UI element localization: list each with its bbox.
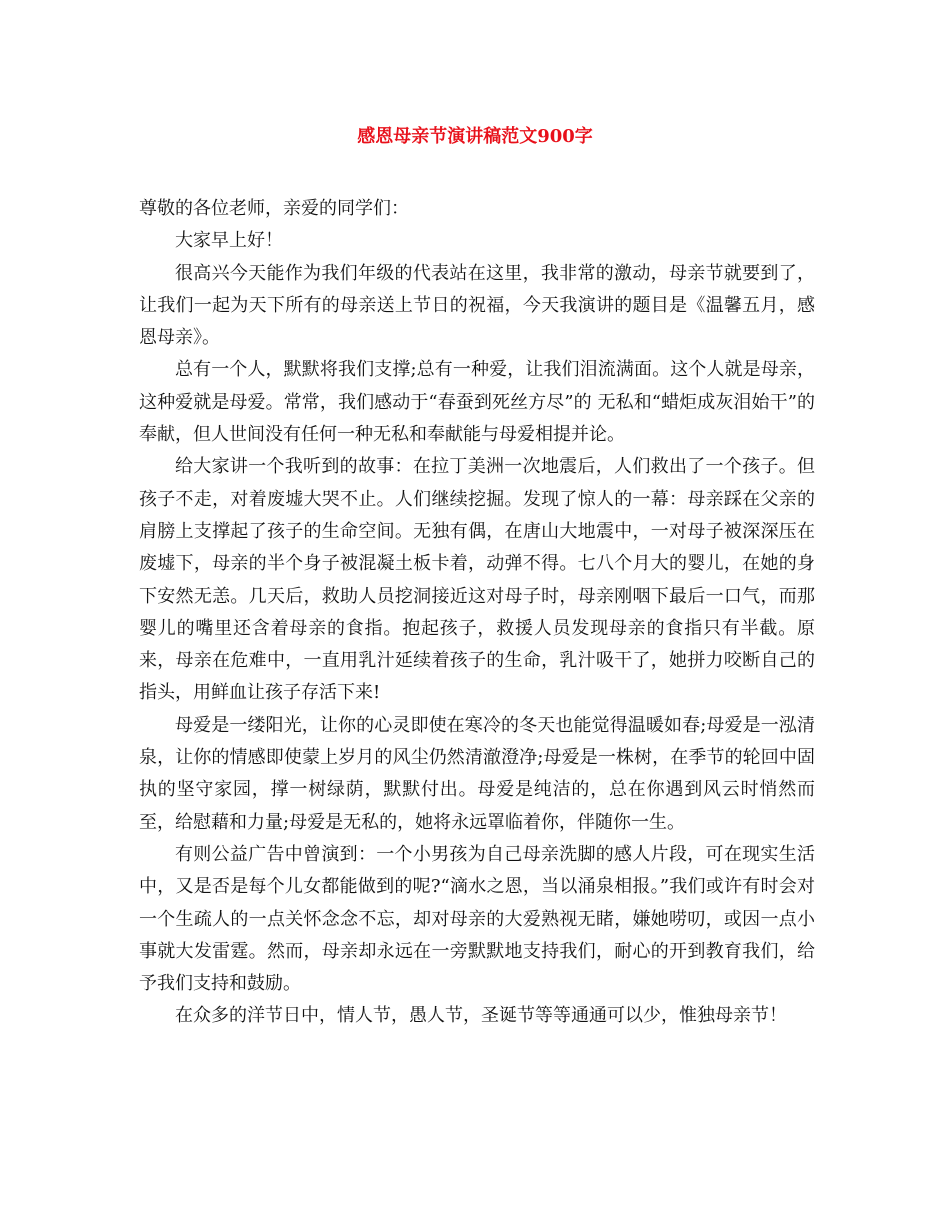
paragraph-metaphors: 母爱是一缕阳光，让你的心灵即使在寒冷的冬天也能觉得温暖如春;母爱是一泓清泉，让你的情感即使蒙上岁月的风尘仍然清澈澄净;母爱是一株树，在季节的轮回中固执的坚守家园，撑一树绿荫，默默付出。母爱是纯洁的，总在你遇到风云时悄然而至，给慰藉和力量;母爱是无私的，她将永远罩临着你，伴随你一生。 bbox=[139, 714, 815, 833]
document-title: 感恩母亲节演讲稿范文900字 bbox=[357, 126, 593, 147]
salutation: 尊敬的各位老师，亲爱的同学们： bbox=[139, 198, 409, 219]
paragraph-mother-love: 总有一个人，默默将我们支撑;总有一种爱，让我们泪流满面。这个人就是母亲，这种爱就是母爱。常常，我们感动于“春蚕到死丝方尽”的 无私和“蜡炬成灰泪始干”的奉献，但人世间没有任何一种无私和奉献能与母爱相提并论。 bbox=[139, 359, 815, 446]
paragraph-advertisement: 有则公益广告中曾演到：一个小男孩为自己母亲洗脚的感人片段，可在现实生活中，又是否是每个儿女都能做到的呢?“滴水之恩，当以涌泉相报。”我们或许有时会对一个生疏人的一点关怀念念不忘，却对母亲的大爱熟视无睹，嫌她唠叨，或因一点小事就大发雷霆。然而，母亲却永远在一旁默默地支持我们，耐心的开到教育我们，给予我们支持和鼓励。 bbox=[139, 843, 815, 995]
paragraph-festivals: 在众多的洋节日中，情人节，愚人节，圣诞节等等通通可以少，惟独母亲节！ bbox=[175, 1005, 787, 1027]
paragraph-intro: 很高兴今天能作为我们年级的代表站在这里，我非常的激动，母亲节就要到了，让我们一起为天下所有的母亲送上节日的祝福，今天我演讲的题目是《温馨五月，感恩母亲》。 bbox=[139, 262, 815, 349]
paragraph-greeting: 大家早上好！ bbox=[175, 230, 283, 252]
document-body bbox=[139, 193, 815, 1033]
paragraph-story: 给大家讲一个我听到的故事：在拉丁美洲一次地震后，人们救出了一个孩子。但孩子不走，对着废墟大哭不止。人们继续挖掘。发现了惊人的一幕：母亲踩在父亲的肩膀上支撑起了孩子的生命空间。无独有偶，在唐山大地震中，一对母子被深深压在废墟下，母亲的半个身子被混凝土板卡着，动弹不得。七八个月大的婴儿，在她的身下安然无恙。几天后，救助人员挖洞接近这对母子时，母亲刚咽下最后一口气，而那婴儿的嘴里还含着母亲的食指。抱起孩子，救援人员发现母亲的食指只有半截。原来，母亲在危难中，一直用乳汁延续着孩子的生命，乳汁吸干了，她拼力咬断自己的指头，用鲜血让孩子存活下来! bbox=[139, 456, 815, 704]
